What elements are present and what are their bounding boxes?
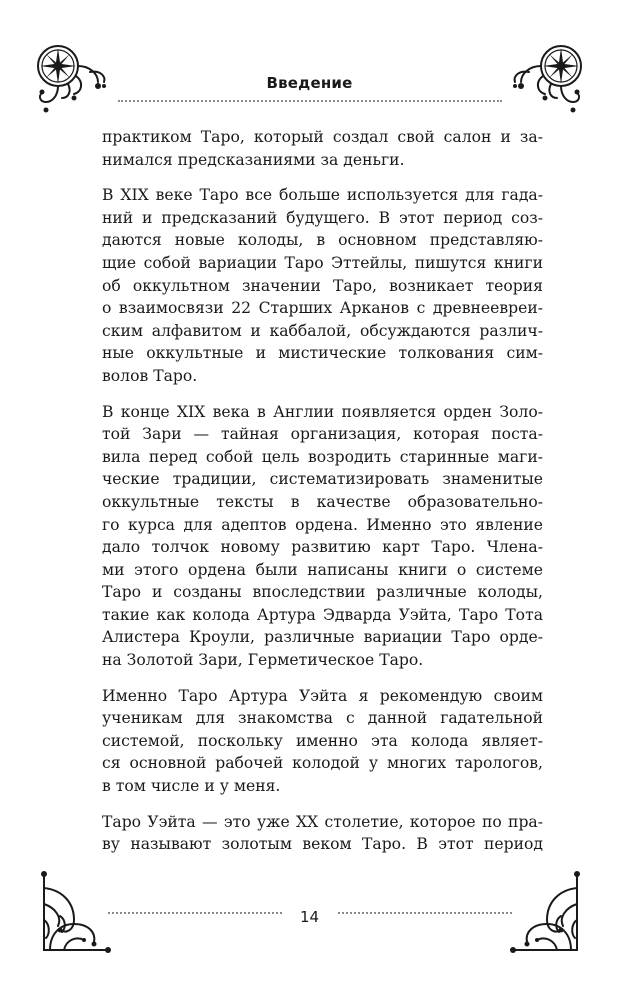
text-line: Алистера Кроули, различные вариации Таро орде- — [102, 628, 543, 647]
text-line: в том числе и у меня. — [102, 777, 281, 796]
paragraph — [102, 184, 543, 387]
paragraph — [102, 811, 543, 856]
text-line: ученикам для знакомства с данной гадательной — [102, 709, 543, 728]
text-line: ческие традиции, систематизировать знаменитые — [102, 470, 543, 489]
running-header-title: Введение — [266, 74, 353, 92]
text-line: ву называют золотым веком Таро. В этот период — [102, 835, 543, 854]
text-line: нимался предсказаниями за деньги. — [102, 150, 405, 169]
paragraph — [102, 126, 543, 171]
text-line: такие как колода Артура Эдварда Уэйта, Таро Тота — [102, 605, 543, 624]
text-line: ми этого ордена были написаны книги о системе — [102, 560, 543, 579]
swirl-ornament-bottom-right — [505, 868, 585, 958]
text-line: ским алфавитом и каббалой, обсуждаются различ- — [102, 321, 543, 340]
text-line: го курса для адептов ордена. Именно это явление — [102, 515, 543, 534]
text-line: Именно Таро Артура Уэйта я рекомендую своим — [102, 686, 543, 705]
text-line: вила перед собой цель возродить старинные маги- — [102, 447, 543, 466]
text-line: дало толчок новому развитию карт Таро. Члена- — [102, 538, 543, 557]
text-line: оккультные тексты в качестве образовательно- — [102, 492, 543, 511]
text-line: Таро Уэйта — это уже XX столетие, которое по пра- — [102, 812, 543, 831]
page-number: 14 — [299, 908, 320, 926]
header-divider — [118, 100, 502, 102]
text-line: щие собой вариации Таро Эттейлы, пишутся книги — [102, 253, 543, 272]
text-line: той Зари — тайная организация, которая поста- — [102, 425, 543, 444]
footer-divider-right — [338, 912, 512, 914]
paragraph — [102, 685, 543, 798]
paragraph — [102, 401, 543, 672]
text-line: В XIX веке Таро все больше используется для гада- — [102, 186, 543, 205]
text-line: на Золотой Зари, Герметическое Таро. — [102, 651, 424, 670]
text-line: ные оккультные и мистические толкования сим- — [102, 344, 543, 363]
text-line: даются новые колоды, в основном представляю- — [102, 231, 543, 250]
text-line: волов Таро. — [102, 366, 198, 385]
text-line: практиком Таро, который создал свой салон и за- — [102, 128, 543, 146]
text-line: системой, поскольку именно эта колода являет- — [102, 731, 543, 750]
text-line: В конце XIX века в Англии появляется орден Золо- — [102, 402, 543, 421]
text-line: Таро и созданы впоследствии различные колоды, — [102, 583, 543, 602]
text-line: об оккультном значении Таро, возникает теория — [102, 276, 543, 295]
text-line: о взаимосвязи 22 Старших Арканов с древнеевреи- — [102, 299, 543, 318]
text-line: ний и предсказаний будущего. В этот период соз- — [102, 208, 543, 227]
body-text — [102, 126, 543, 869]
text-line: ся основной рабочей колодой у многих тарологов, — [102, 754, 543, 773]
